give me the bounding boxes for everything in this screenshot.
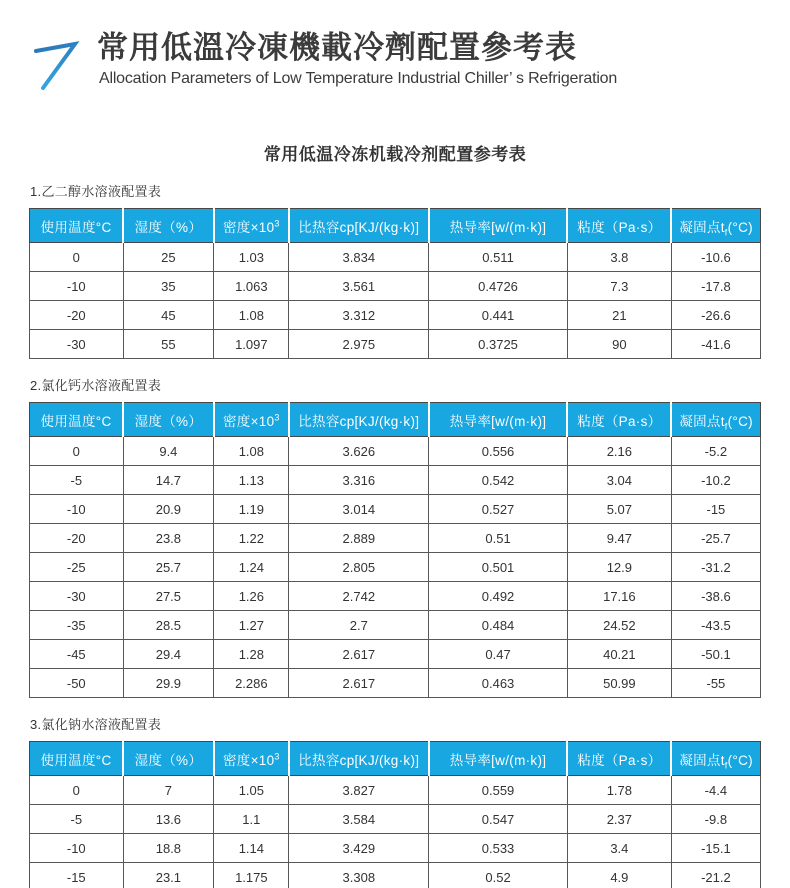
table-cell: -43.5 [671,611,760,640]
table-cell: 23.1 [123,863,214,888]
table-cell: -5.2 [671,437,760,466]
table-cell: 50.99 [567,669,671,698]
table-cell: 29.9 [123,669,214,698]
table-cell: 28.5 [123,611,214,640]
table-cell: 24.52 [567,611,671,640]
table-cell: -31.2 [671,553,760,582]
table-row [30,243,761,272]
column-header: 密度$\times 10^3$ [214,742,289,776]
brand-header [29,30,761,94]
table-cell: 20.9 [123,495,214,524]
table-row [30,669,761,698]
table-row [30,582,761,611]
document-title: 常用低温冷冻机载冷剂配置参考表 [263,145,527,164]
table-cell: 1.78 [567,776,671,805]
table-cell: 0 [30,437,124,466]
table-cell: 0 [30,243,124,272]
table-cell: 1.1 [214,805,289,834]
table-cell: 1.14 [214,834,289,863]
column-header: 凝固点$t_f(^\circ C)$ [671,742,760,776]
column-header: 湿度（%） [123,742,214,776]
header-row [30,403,761,437]
table-cell: 2.286 [214,669,289,698]
table-cell: 35 [123,272,214,301]
table-cell: 3.308 [289,863,429,888]
table-cell: 7 [123,776,214,805]
header-row [30,209,761,243]
table-row [30,611,761,640]
table-section-3 [29,714,761,888]
column-header: 湿度（%） [123,403,214,437]
table-cell: 1.175 [214,863,289,888]
table-cell: -30 [30,330,124,359]
table-cell: 0.533 [429,834,568,863]
table-cell: 3.429 [289,834,429,863]
table-row [30,834,761,863]
table-cell: 18.8 [123,834,214,863]
table-cell: 0.47 [429,640,568,669]
table-cell: 29.4 [123,640,214,669]
column-header: 热导率[w/(m·k)] [429,403,568,437]
table-cell: 0.492 [429,582,568,611]
table-row [30,863,761,888]
table-cell: 1.03 [214,243,289,272]
table-cell: 3.04 [567,466,671,495]
table-cell: -5 [30,805,124,834]
table-cell: 1.27 [214,611,289,640]
table-cell: -5 [30,466,124,495]
table-row [30,495,761,524]
header-row [30,742,761,776]
table-cell: 21 [567,301,671,330]
table-cell: 0.4726 [429,272,568,301]
table-cell: -17.8 [671,272,760,301]
table-cell: 1.13 [214,466,289,495]
table-cell: 13.6 [123,805,214,834]
table-cell: 3.584 [289,805,429,834]
table-cell: 0.547 [429,805,568,834]
section-label: 1.乙二醇水溶液配置表 [30,184,162,199]
table-cell: 1.097 [214,330,289,359]
table-cell: 0.441 [429,301,568,330]
column-header: 热导率[w/(m·k)] [429,209,568,243]
arrow-up-right-icon [29,36,83,94]
table-cell: -25.7 [671,524,760,553]
table-cell: 3.827 [289,776,429,805]
table-cell: 0 [30,776,124,805]
column-header: 凝固点$t_f(^\circ C)$ [671,403,760,437]
table-cell: 7.3 [567,272,671,301]
table-cell: 9.47 [567,524,671,553]
table-cell: -10 [30,834,124,863]
table-row [30,776,761,805]
table-cell: 5.07 [567,495,671,524]
table-cell: 2.617 [289,669,429,698]
table-cell: -50.1 [671,640,760,669]
table-cell: 3.316 [289,466,429,495]
table-cell: 0.527 [429,495,568,524]
table-cell: 3.4 [567,834,671,863]
table-cell: -25 [30,553,124,582]
table-row [30,640,761,669]
section-label: 3.氯化钠水溶液配置表 [30,717,162,732]
section-label: 2.氯化钙水溶液配置表 [30,378,162,393]
table-cell: -20 [30,524,124,553]
table-cell: -41.6 [671,330,760,359]
column-header: 使用温度°C [30,209,124,243]
table-cell: 2.889 [289,524,429,553]
table-cell: -9.8 [671,805,760,834]
table-row [30,301,761,330]
table-cell: 1.24 [214,553,289,582]
table-cell: 2.805 [289,553,429,582]
table-cell: -50 [30,669,124,698]
table-cell: -10 [30,272,124,301]
table-cell: 23.8 [123,524,214,553]
table-row [30,466,761,495]
column-header: 凝固点$t_f(^\circ C)$ [671,209,760,243]
table-cell: 1.19 [214,495,289,524]
table-cell: 0.51 [429,524,568,553]
table-cell: 3.561 [289,272,429,301]
table-cell: 0.559 [429,776,568,805]
table-cell: 2.617 [289,640,429,669]
column-header: 使用温度°C [30,742,124,776]
table-cell: 90 [567,330,671,359]
brand-subtitle: Allocation Parameters of Low Temperature Industrial Chiller’ s Refrigeration [99,70,618,87]
document-body [29,140,761,888]
table-row [30,805,761,834]
table-cell: 45 [123,301,214,330]
column-header: 比热容cp[KJ/(kg·k)] [289,742,429,776]
table-cell: 25 [123,243,214,272]
table-row [30,437,761,466]
table-cell: 1.08 [214,437,289,466]
column-header: 粘度（Pa·s） [567,742,671,776]
table-cell: 3.8 [567,243,671,272]
table-cell: 55 [123,330,214,359]
table-cell: 1.22 [214,524,289,553]
table-cell: -10.6 [671,243,760,272]
table-cell: -30 [30,582,124,611]
table-cell: -15 [671,495,760,524]
column-header: 粘度（Pa·s） [567,209,671,243]
table-cell: 4.9 [567,863,671,888]
table-cell: -38.6 [671,582,760,611]
table-cell: 2.37 [567,805,671,834]
table-cell: 9.4 [123,437,214,466]
column-header: 密度$\times 10^3$ [214,403,289,437]
table-cell: 3.834 [289,243,429,272]
table-cell: 1.08 [214,301,289,330]
table-cell: 0.3725 [429,330,568,359]
table-row [30,524,761,553]
table-cell: 0.463 [429,669,568,698]
table-cell: -26.6 [671,301,760,330]
table-cell: 1.26 [214,582,289,611]
table-row [30,553,761,582]
table-row [30,330,761,359]
column-header: 湿度（%） [123,209,214,243]
data-table-2 [29,402,761,698]
table-cell: -4.4 [671,776,760,805]
table-cell: -45 [30,640,124,669]
table-cell: 2.742 [289,582,429,611]
table-cell: 3.626 [289,437,429,466]
table-cell: -35 [30,611,124,640]
table-cell: -15.1 [671,834,760,863]
table-cell: -10.2 [671,466,760,495]
table-cell: 0.542 [429,466,568,495]
table-cell: 2.16 [567,437,671,466]
column-header: 密度$\times 10^3$ [214,209,289,243]
table-cell: 0.511 [429,243,568,272]
table-section-2 [29,375,761,698]
table-cell: 27.5 [123,582,214,611]
table-sections [29,181,761,888]
table-cell: 0.52 [429,863,568,888]
brand-text [97,30,617,88]
table-cell: -20 [30,301,124,330]
table-cell: 1.05 [214,776,289,805]
table-cell: 3.312 [289,301,429,330]
table-cell: -10 [30,495,124,524]
table-cell: 40.21 [567,640,671,669]
table-cell: 2.7 [289,611,429,640]
table-cell: 17.16 [567,582,671,611]
column-header: 比热容cp[KJ/(kg·k)] [289,403,429,437]
table-cell: -21.2 [671,863,760,888]
column-header: 热导率[w/(m·k)] [429,742,568,776]
table-cell: 1.063 [214,272,289,301]
table-cell: -55 [671,669,760,698]
data-table-1 [29,208,761,359]
table-cell: 3.014 [289,495,429,524]
column-header: 比热容cp[KJ/(kg·k)] [289,209,429,243]
table-cell: 12.9 [567,553,671,582]
table-cell: 25.7 [123,553,214,582]
table-row [30,272,761,301]
table-cell: 1.28 [214,640,289,669]
table-section-1 [29,181,761,359]
column-header: 使用温度°C [30,403,124,437]
data-table-3 [29,741,761,888]
table-cell: -15 [30,863,124,888]
table-cell: 14.7 [123,466,214,495]
column-header: 粘度（Pa·s） [567,403,671,437]
brand-title: 常用低溫冷凍機載冷劑配置參考表 [97,30,577,65]
table-cell: 0.484 [429,611,568,640]
table-cell: 0.556 [429,437,568,466]
table-cell: 0.501 [429,553,568,582]
table-cell: 2.975 [289,330,429,359]
